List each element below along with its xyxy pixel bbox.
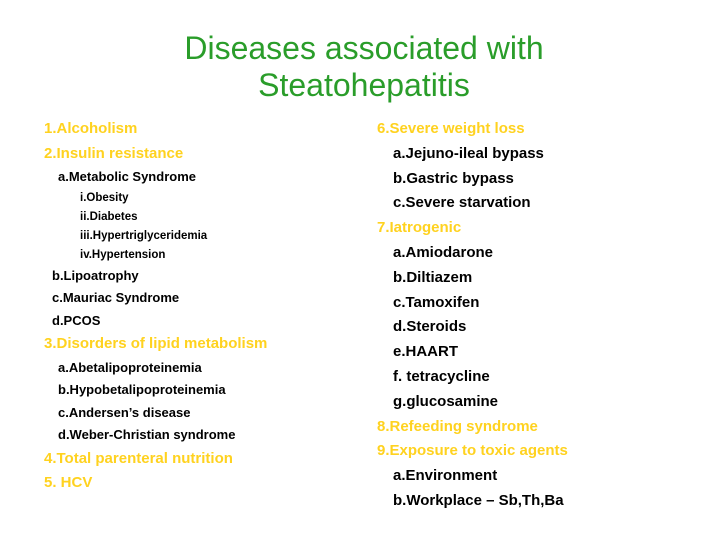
list-item: iv.Hypertension (80, 248, 166, 261)
slide-title-line-1: Diseases associated with (184, 30, 544, 66)
list-heading: 6.Severe weight loss (377, 120, 525, 137)
list-item: a.Metabolic Syndrome (58, 169, 196, 185)
right-column-list (377, 117, 568, 514)
list-item: g.glucosamine (393, 392, 499, 410)
list-item: a.Abetalipoproteinemia (58, 359, 202, 375)
slide-title (120, 30, 608, 104)
list-item: f. tetracycline (393, 367, 490, 385)
list-heading: 7.Iatrogenic (377, 219, 462, 237)
list-item: i.Obesity (80, 191, 129, 204)
slide-title-line-2: Steatohepatitis (258, 67, 470, 103)
list-heading: 4.Total parenteral nutrition (44, 449, 233, 467)
list-item: b.Diltiazem (393, 268, 473, 286)
list-item: a.Environment (393, 467, 498, 485)
list-item: b.Gastric bypass (393, 169, 514, 187)
list-heading: 5. HCV (44, 474, 93, 492)
list-heading: 2.Insulin resistance (44, 144, 184, 162)
list-item: a.Jejuno-ileal bypass (393, 144, 544, 162)
list-item: c.Tamoxifen (393, 293, 480, 311)
list-item: iii.Hypertriglyceridemia (80, 229, 208, 242)
list-item: d.Steroids (393, 318, 467, 336)
list-item: c.Andersen’s disease (58, 404, 191, 420)
list-item: ii.Diabetes (80, 210, 138, 223)
list-item: c.Mauriac Syndrome (52, 290, 180, 306)
list-item: b.Lipoatrophy (52, 267, 139, 283)
list-item: c.Severe starvation (393, 194, 531, 212)
list-item: d.Weber-Christian syndrome (58, 427, 236, 443)
list-item: b.Workplace – Sb,Th,Ba (393, 491, 564, 509)
list-heading: 8.Refeeding syndrome (377, 417, 538, 435)
list-heading: 3.Disorders of lipid metabolism (44, 335, 268, 353)
list-item: b.Hypobetalipoproteinemia (58, 382, 226, 398)
list-item: d.PCOS (52, 312, 101, 328)
list-heading: 1.Alcoholism (44, 120, 138, 137)
left-column-list (44, 117, 267, 496)
list-item: e.HAART (393, 343, 459, 361)
list-item: a.Amiodarone (393, 243, 494, 261)
list-heading: 9.Exposure to toxic agents (377, 442, 568, 460)
